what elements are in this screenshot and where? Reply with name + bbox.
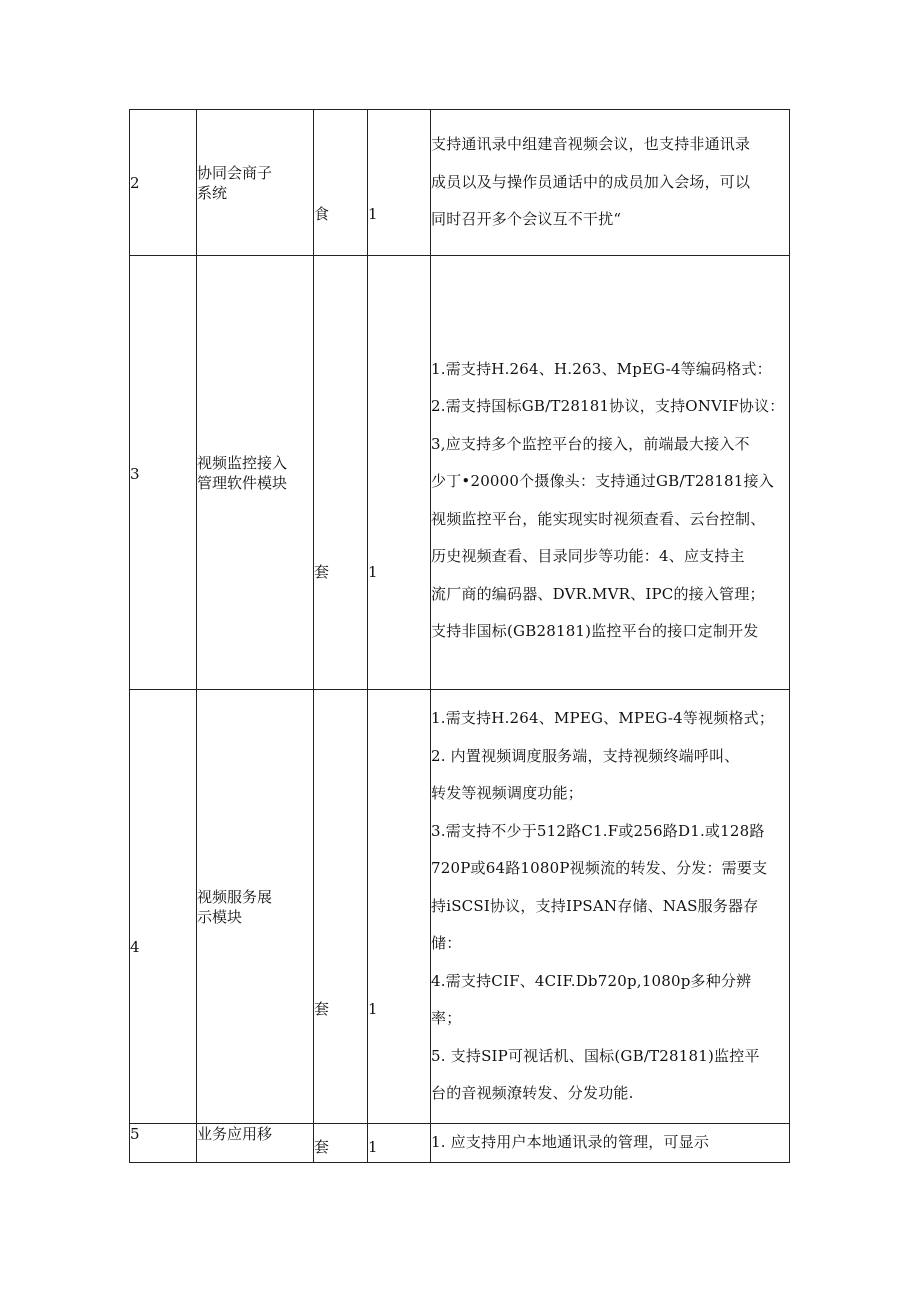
quantity-cell: 1 — [368, 1124, 431, 1163]
description-line: 同时召开多个会议互不干扰“ — [431, 210, 622, 229]
unit-cell: 套 — [314, 690, 368, 1124]
description-line: 3,应支持多个监控平台的接入，前端最大接入不 — [431, 434, 750, 453]
unit-cell: 食 — [314, 110, 368, 256]
description-line: 1. 应支持用户本地通讯录的管理，可显示 — [431, 1133, 710, 1151]
item-name — [197, 256, 314, 690]
description-line: 2.需支持国标GB/T28181协议，支持ONVIF协议： — [431, 397, 785, 415]
item-name-line: 业务应用移 — [197, 1125, 273, 1143]
table-row — [130, 256, 790, 690]
description-line: 3.需支持不少于512路C1.F或256路D1.或128路 — [431, 821, 765, 840]
description-line: 少丁•20000个摄像头：支持通过GB/T28181接入 — [431, 472, 774, 490]
quantity-cell: 1 — [368, 110, 431, 256]
description-line: 持iSCSI协议，支持IPSAN存储、NAS服务器存 — [431, 896, 759, 915]
item-name-line: 协同会商子 — [197, 163, 273, 182]
description-line: 视频监控平台，能实现实时视须查看、云台控制、 — [431, 509, 766, 528]
description-cell — [431, 110, 790, 256]
row-number: 5 — [130, 1124, 197, 1163]
item-name — [197, 1124, 314, 1163]
table-row — [130, 690, 790, 1124]
quantity-cell: 1 — [368, 690, 431, 1124]
description-line: 储： — [431, 934, 462, 953]
description-line: 历史视频查看、目录同步等功能：4、应支持主 — [431, 547, 745, 565]
item-name-line: 示模块 — [197, 907, 243, 926]
description-cell — [431, 256, 790, 690]
description-cell — [431, 690, 790, 1124]
description-cell — [431, 1124, 790, 1163]
unit-cell: 套 — [314, 1124, 368, 1163]
row-number: 2 — [130, 110, 197, 256]
description-line: 4.需支持CIF、4CIF.Db720p,1080p多种分辨 — [431, 971, 752, 990]
item-name — [197, 110, 314, 256]
unit-cell: 套 — [314, 256, 368, 690]
description-line: 率； — [431, 1009, 462, 1028]
row-number: 3 — [130, 256, 197, 690]
spec-table — [129, 109, 790, 1163]
description-line: 1.需支持H.264、H.263、MpEG-4等编码格式： — [431, 359, 772, 378]
description-line: 2. 内置视频调度服务端，支持视频终端呼叫、 — [431, 746, 740, 765]
item-name-line: 系统 — [197, 183, 228, 202]
description-line: 1.需支持H.264、MPEG、MPEG-4等视频格式； — [431, 709, 775, 728]
row-number: 4 — [130, 690, 197, 1124]
table-row — [130, 1124, 790, 1163]
item-name-line: 视频监控接入 — [197, 453, 288, 472]
description-line: 支持通讯录中组建音视频会议，也支持非通讯录 — [431, 135, 751, 154]
table-row — [130, 110, 790, 256]
description-line: 成员以及与操作员通话中的成员加入会场，可以 — [431, 172, 751, 191]
item-name-line: 视频服务展 — [197, 887, 273, 906]
description-line: 流厂商的编码器、DVR.MVR、IPC的接入管理； — [431, 584, 765, 603]
quantity-cell: 1 — [368, 256, 431, 690]
item-name-line: 管理软件模块 — [197, 473, 288, 492]
item-name — [197, 690, 314, 1124]
description-line: 台的音视频潦转发、分发功能. — [431, 1084, 634, 1103]
description-line: 转发等视频调度功能； — [431, 784, 584, 803]
description-line: 支持非国标(GB28181)监控平台的接口定制开发 — [431, 622, 759, 640]
description-line: 5. 支持SIP可视话机、国标(GB/T28181)监控平 — [431, 1046, 760, 1065]
description-line: 720P或64路1080P视频流的转发、分发：需要支 — [431, 859, 768, 878]
